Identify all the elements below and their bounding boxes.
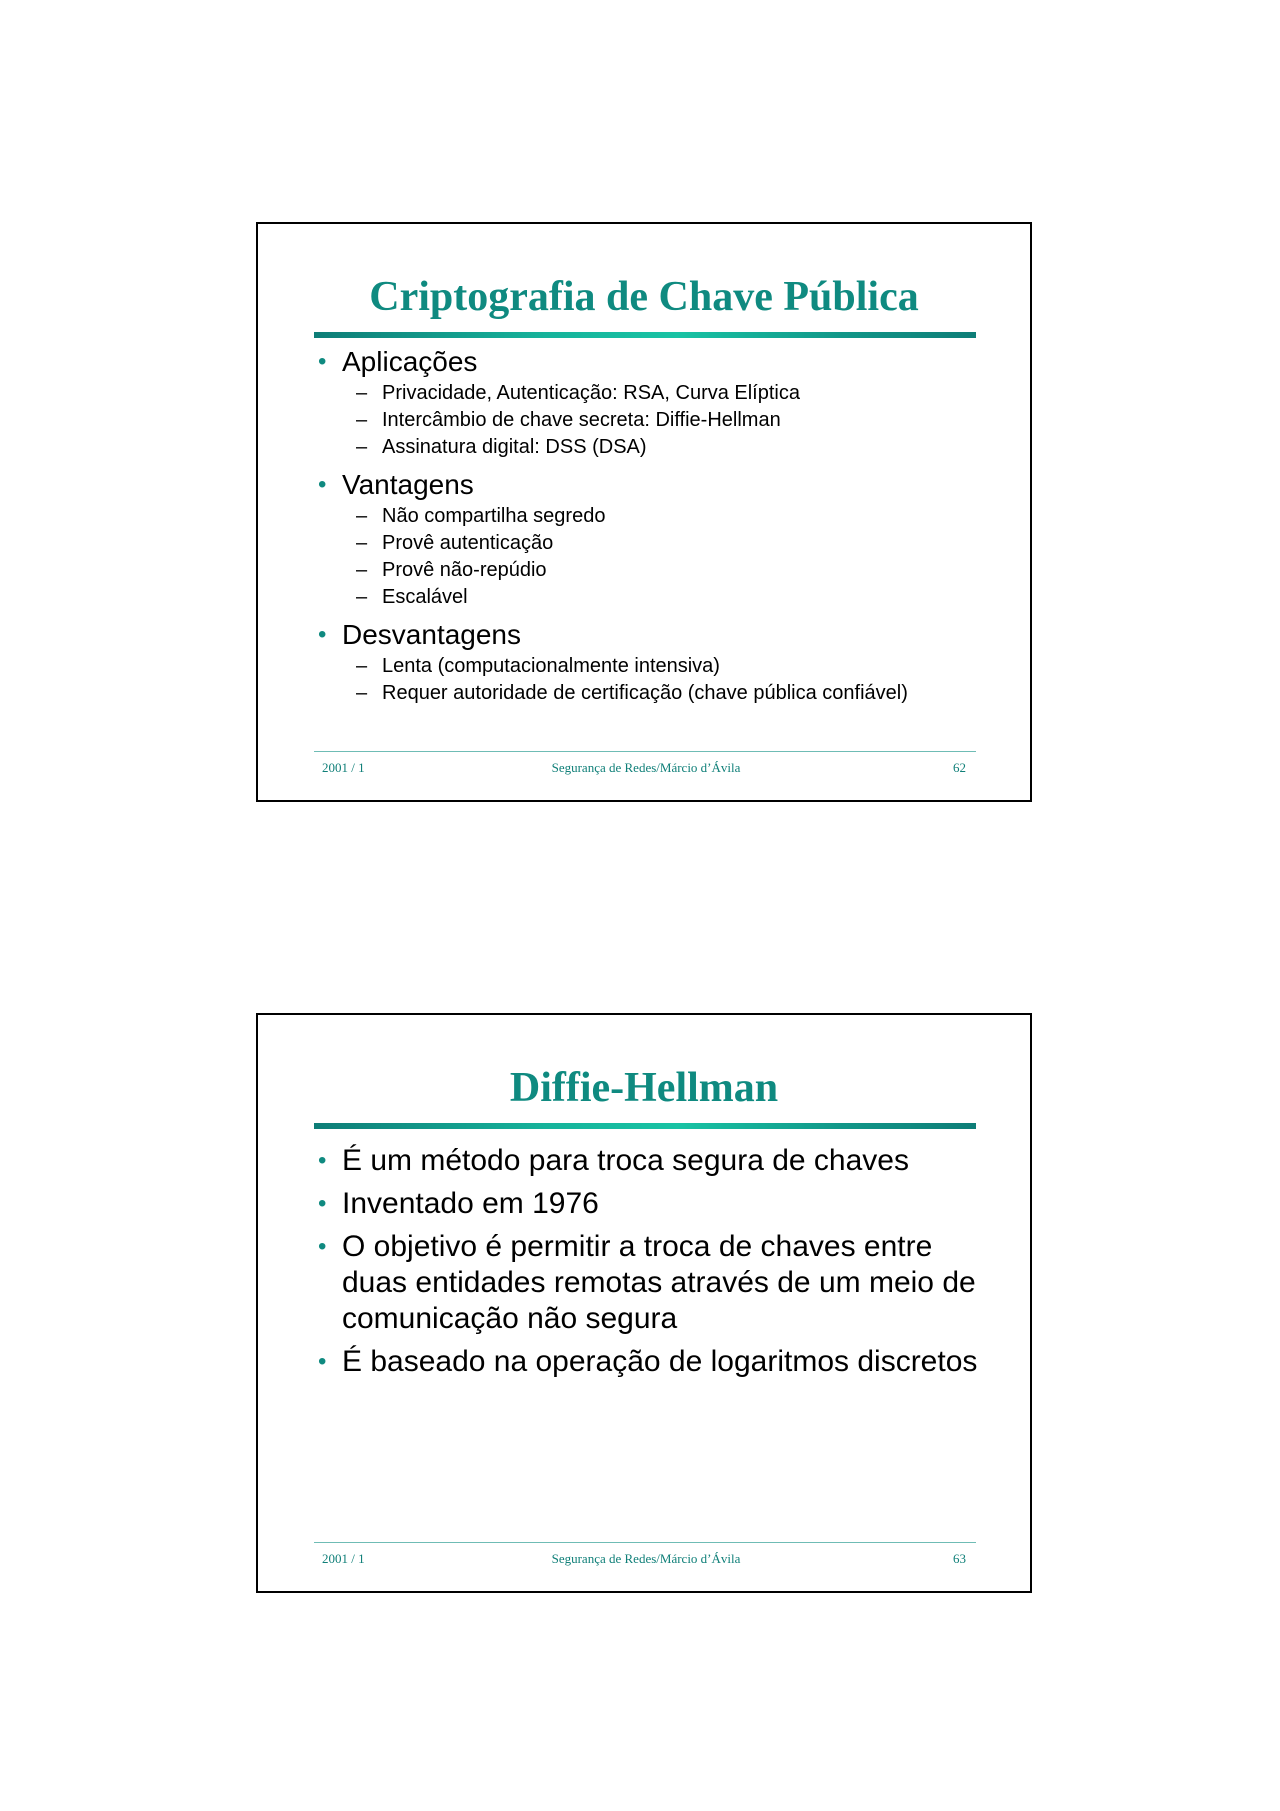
- dash-icon: –: [356, 409, 368, 431]
- bullet-text: Inventado em 1976: [342, 1187, 599, 1220]
- sub-bullet-text: Privacidade, Autenticação: RSA, Curva Elíptica: [382, 382, 800, 404]
- bullet-list: [318, 344, 990, 707]
- bullet-text: É um método para troca segura de chaves: [342, 1144, 909, 1177]
- slide-63: [256, 1013, 1032, 1593]
- bullet-icon: •: [318, 1233, 327, 1260]
- footer-divider: [314, 1542, 976, 1543]
- sub-bullet-text: Não compartilha segredo: [382, 505, 606, 527]
- footer-date: 2001 / 1: [322, 1551, 365, 1566]
- bullet-item: [318, 617, 990, 707]
- footer-divider: [314, 751, 976, 752]
- sub-bullet-item: [342, 434, 990, 461]
- sub-bullet-list: [342, 503, 990, 611]
- footer-page-number: 62: [953, 760, 966, 775]
- slide-content: [318, 1143, 990, 1387]
- bullet-item: [318, 1143, 990, 1179]
- sub-bullet-text: Requer autoridade de certificação (chave pública confiável): [382, 682, 908, 704]
- dash-icon: –: [356, 655, 368, 677]
- bullet-item: [318, 1344, 990, 1380]
- dash-icon: –: [356, 382, 368, 404]
- sub-bullet-list: [342, 380, 990, 461]
- sub-bullet-item: [342, 407, 990, 434]
- bullet-text: Vantagens: [342, 469, 474, 500]
- bullet-text: Aplicações: [342, 346, 478, 377]
- sub-bullet-item: [342, 503, 990, 530]
- bullet-item: [318, 1229, 990, 1337]
- sub-bullet-item: [342, 584, 990, 611]
- sub-bullet-item: [342, 380, 990, 407]
- bullet-item: [318, 467, 990, 611]
- dash-icon: –: [356, 505, 368, 527]
- slide-title: Diffie-Hellman: [509, 1065, 779, 1111]
- bullet-icon: •: [318, 348, 327, 375]
- bullet-text: É baseado na operação de logaritmos discretos: [342, 1345, 978, 1378]
- bullet-text: Desvantagens: [342, 619, 522, 650]
- bullet-item: [318, 1186, 990, 1222]
- bullet-item: [318, 344, 990, 461]
- bullet-icon: •: [318, 621, 327, 648]
- footer-date: 2001 / 1: [322, 760, 365, 775]
- sub-bullet-list: [342, 653, 990, 707]
- sub-bullet-text: Intercâmbio de chave secreta: Diffie-Hellman: [382, 409, 781, 431]
- sub-bullet-text: Provê autenticação: [382, 532, 554, 554]
- dash-icon: –: [356, 559, 368, 581]
- slide-title: Criptografia de Chave Pública: [369, 274, 919, 320]
- bullet-icon: •: [318, 1190, 327, 1217]
- title-underline: [314, 332, 976, 338]
- dash-icon: –: [356, 682, 368, 704]
- sub-bullet-text: Provê não-repúdio: [382, 559, 547, 581]
- footer-course: Segurança de Redes/Márcio d’Ávila: [551, 760, 741, 775]
- footer-course: Segurança de Redes/Márcio d’Ávila: [551, 1551, 741, 1566]
- sub-bullet-text: Escalável: [382, 586, 468, 608]
- dash-icon: –: [356, 586, 368, 608]
- sub-bullet-text: Assinatura digital: DSS (DSA): [382, 436, 647, 458]
- sub-bullet-text: Lenta (computacionalmente intensiva): [382, 655, 720, 677]
- sub-bullet-item: [342, 653, 990, 680]
- slide-62: [256, 222, 1032, 802]
- sub-bullet-item: [342, 530, 990, 557]
- sub-bullet-item: [342, 557, 990, 584]
- bullet-icon: •: [318, 1348, 327, 1375]
- title-underline: [314, 1123, 976, 1129]
- bullet-list: [318, 1143, 990, 1380]
- bullet-icon: •: [318, 471, 327, 498]
- dash-icon: –: [356, 436, 368, 458]
- sub-bullet-item: [342, 680, 990, 707]
- slide-content: [318, 344, 990, 713]
- bullet-text: O objetivo é permitir a troca de chaves entre duas entidades remotas através de um meio de comunicação não segura: [342, 1230, 976, 1335]
- footer-page-number: 63: [953, 1551, 966, 1566]
- bullet-icon: •: [318, 1147, 327, 1174]
- dash-icon: –: [356, 532, 368, 554]
